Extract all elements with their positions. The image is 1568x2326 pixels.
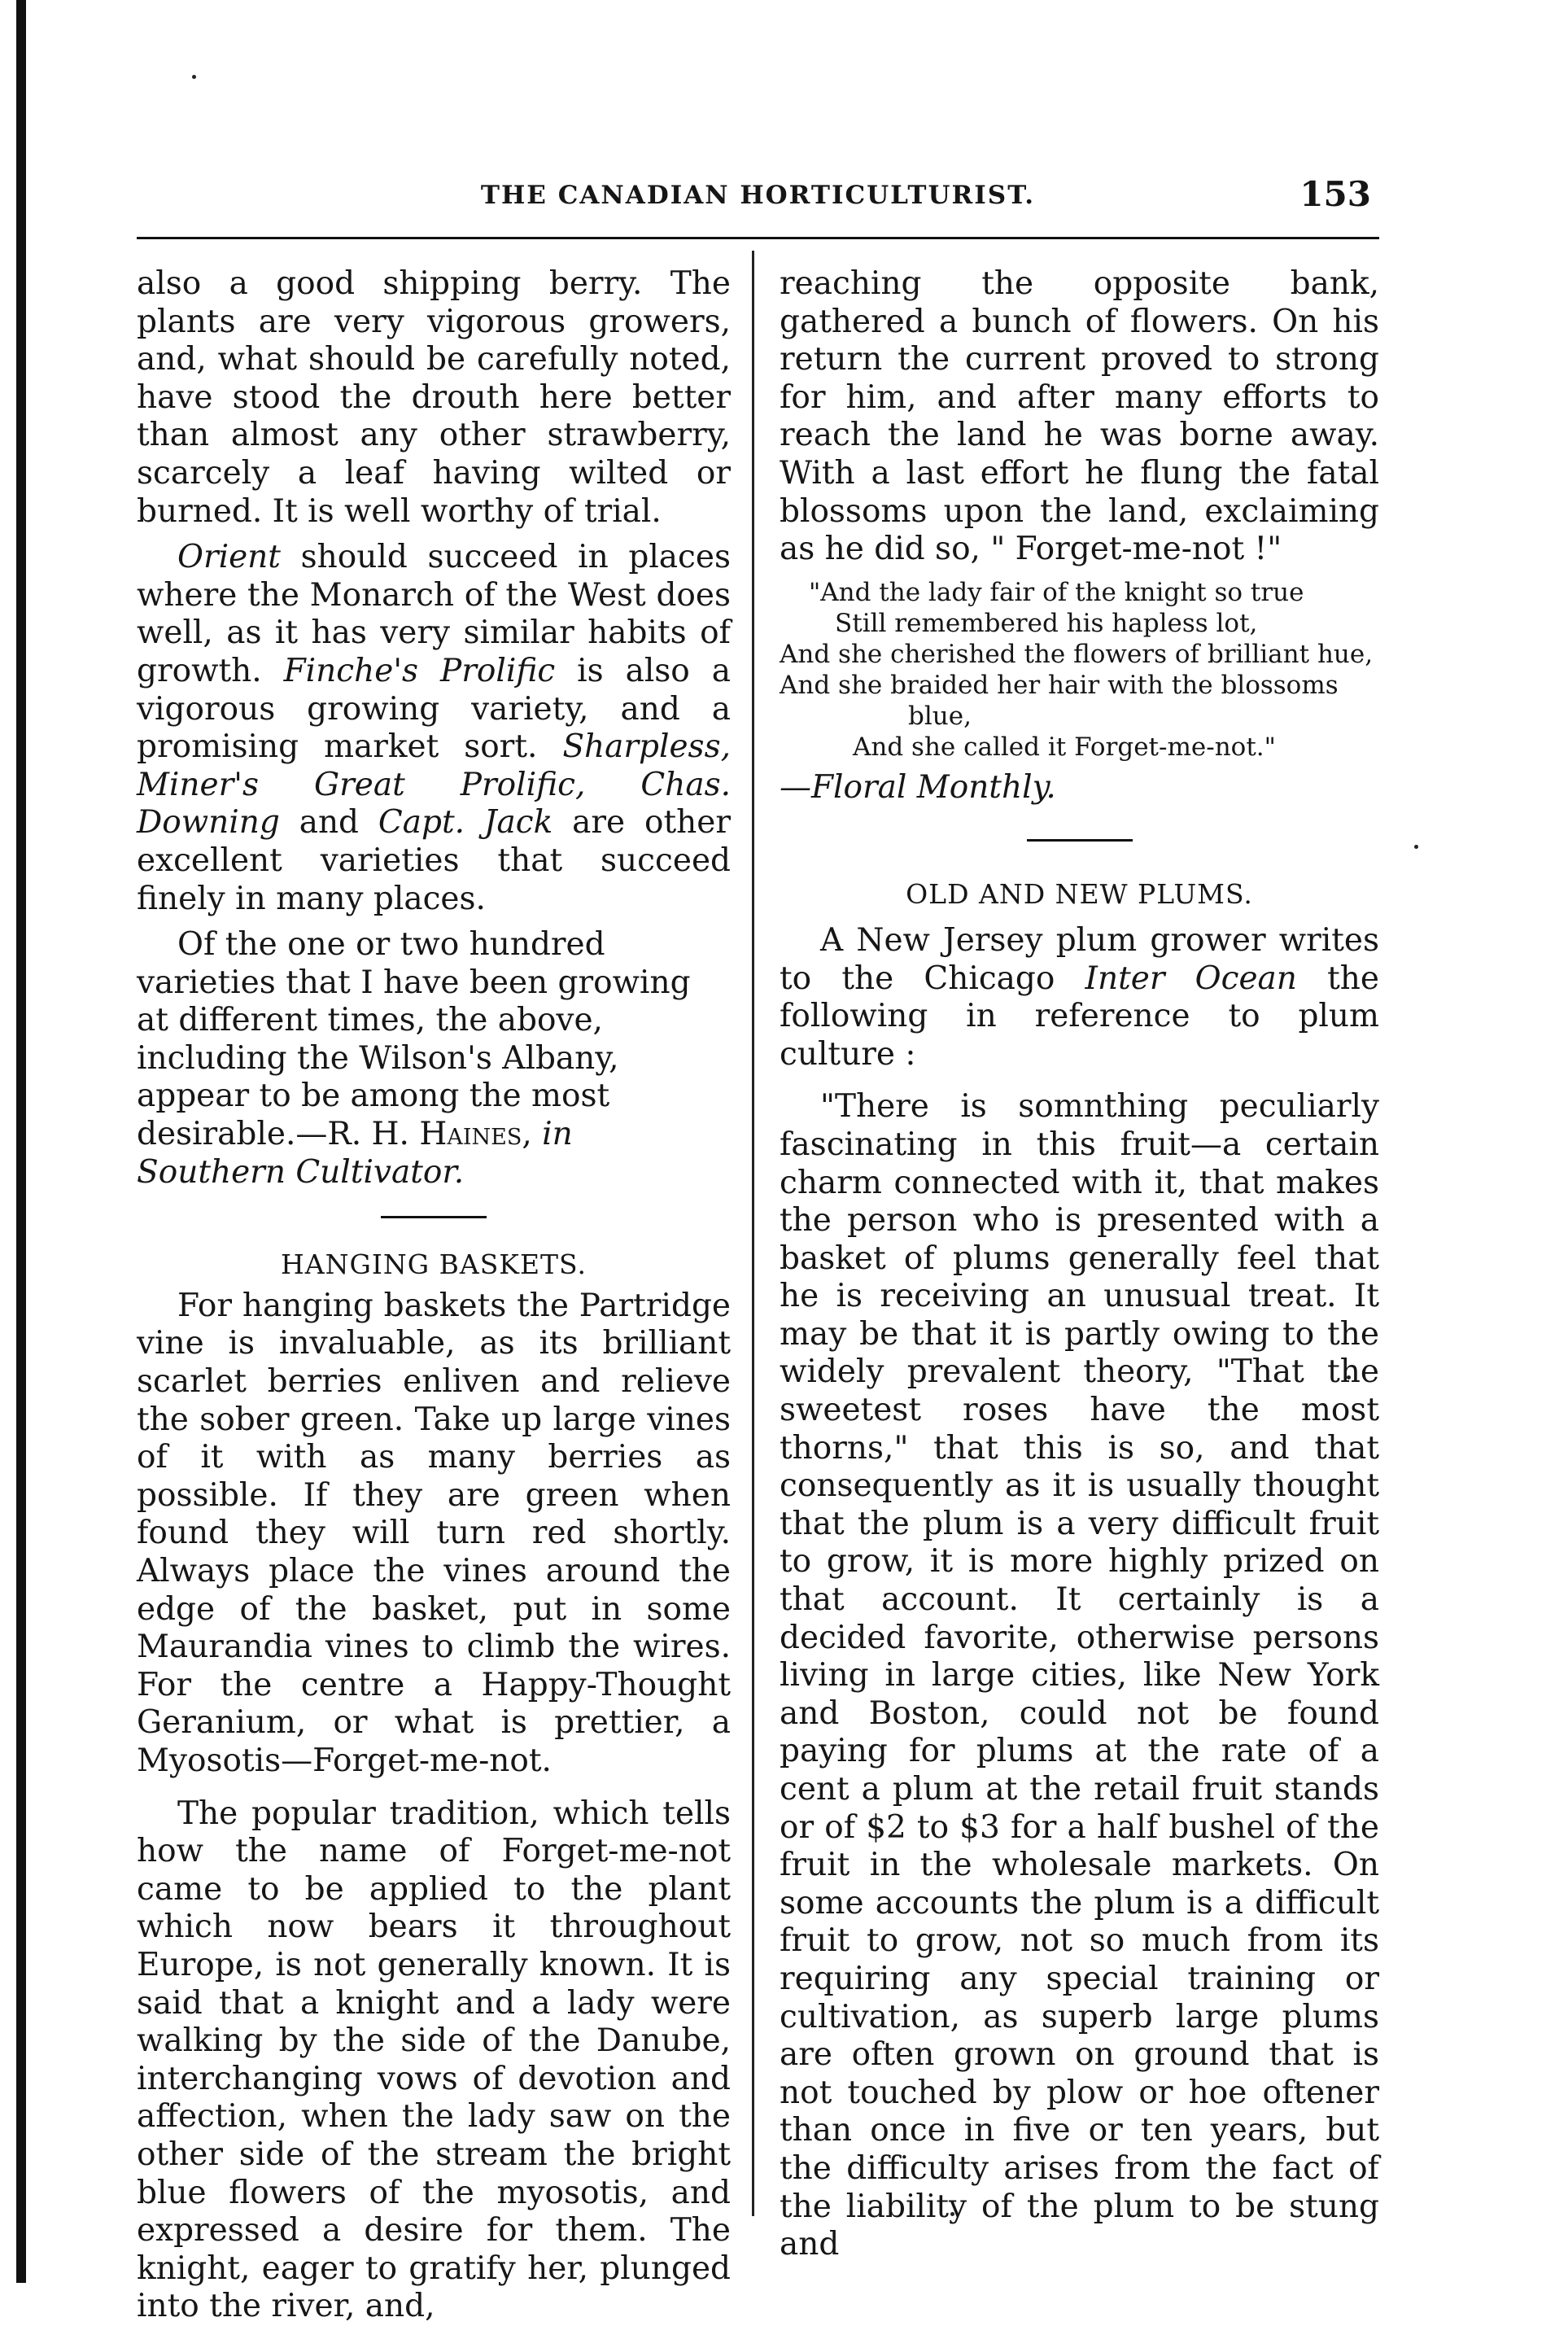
poem-line: Still remembered his hapless lot,	[835, 608, 1258, 638]
poem-line: And she braided her hair with the blossoms	[780, 670, 1339, 700]
source-credit: —Floral Monthly.	[780, 768, 1056, 806]
section-heading: HANGING BASKETS.	[281, 1248, 587, 1281]
header-rule	[137, 237, 1379, 239]
author-name: Haines	[419, 1116, 522, 1153]
ink-speck	[192, 75, 196, 79]
poem-line: And she cherished the flowers of brilliant hue,	[780, 639, 1374, 669]
variety-name: Sharpless, Miner's Great Prolific, Chas. Downing	[137, 728, 731, 842]
paragraph: Of the one or two hundred varieties that I have been growing at different times, the above, including the Wilson's Albany, appear to be among the most desirable.—R. H. Haines, in Southern Cultivator.	[137, 926, 691, 1191]
poem-line: blue,	[908, 701, 972, 731]
variety-name: Orient	[177, 539, 281, 576]
page-binding-edge	[16, 0, 26, 2283]
paragraph: A New Jersey plum grower writes to the Chicago Inter Ocean the following in reference to plum culture :	[780, 921, 1379, 1073]
left-column	[137, 265, 731, 2326]
paragraph: reaching the opposite bank, gathered a bunch of flowers. On his return the current proved to strong for him, and after many efforts to reach the land he was borne away. With a last effort he flung the fatal blossoms upon the land, exclaiming as he did so, " Forget-me-not !"	[780, 265, 1379, 568]
page-header	[137, 174, 1379, 230]
right-column	[780, 265, 1379, 2264]
paragraph: Orient should succeed in places where the Monarch of the West does well, as it has very similar habits of growth. Finche's Prolific is also a vigorous growing variety, and a promising market sort. Sharpless, Miner's Great Prolific, Chas. Downing and Capt. Jack are other excellent varieties that succeed finely in many places.	[137, 539, 731, 917]
column-divider	[752, 251, 754, 2216]
section-rule	[381, 1216, 487, 1218]
variety-name: Capt. Jack	[378, 804, 553, 842]
newspaper-name: Inter Ocean	[1085, 960, 1297, 997]
page-number: 153	[1299, 174, 1371, 214]
source-credit: in Southern Cultivator.	[137, 1116, 573, 1191]
poem-line: "And the lady fair of the knight so true	[809, 577, 1304, 607]
paragraph: For hanging baskets the Partridge vine is invaluable, as its brilliant scarlet berries enliven and relieve the sober green. Take up large vines of it with as many berries as possible. If they are green when found they will turn red shortly. Always place the vines around the edge of the basket, put in some Maurandia vines to climb the wires. For the centre a Happy-Thought Geranium, or what is prettier, a Myosotis—Forget-me-not.	[137, 1287, 731, 1779]
poem-line: And she called it Forget-me-not."	[853, 732, 1276, 762]
running-title: THE CANADIAN HORTICULTURIST.	[480, 181, 1036, 210]
ink-speck	[1414, 845, 1418, 849]
paragraph: also a good shipping berry. The plants are very vigorous growers, and, what should be carefully noted, have stood the drouth here better than almost any other strawberry, scarcely a leaf having wilted or burned. It is well worthy of trial.	[137, 265, 731, 530]
paragraph: The popular tradition, which tells how the name of Forget-me-not came to be applied to the plant which now bears it throughout Europe, is not generally known. It is said that a knight and a lady were walking by the side of the Danube, interchanging vows of devotion and affection, when the lady saw on the other side of the stream the bright blue flowers of the myosotis, and expressed a desire for them. The knight, eager to gratify her, plunged into the river, and,	[137, 1795, 731, 2325]
poem	[780, 577, 1379, 763]
paragraph: "There is somnthing peculiarly fascinating in this fruit—a certain charm connected with it, that makes the person who is presented with a basket of plums generally feel that he is receiving an unusual treat. It may be that it is partly owing to the widely prevalent theory, "That the sweetest roses have the most thorns," that this is so, and that consequently as it is usually thought that the plum is a very difficult fruit to grow, it is more highly prized on that account. It certainly is a decided favorite, otherwise persons living in large cities, like New York and Boston, could not be found paying for plums at the rate of a cent a plum at the retail fruit stands or of $2 to $3 for a half bushel of the fruit in the wholesale markets. On some accounts the plum is a difficult fruit to grow, not so much from its requiring any special training or cultivation, as superb large plums are often grown on ground that is not touched by plow or hoe oftener than once in five or ten years, but the difficulty arises from the fact of the liability of the plum to be stung and	[780, 1088, 1379, 2263]
variety-name: Finche's Prolific	[283, 652, 556, 689]
section-heading: OLD AND NEW PLUMS.	[906, 878, 1253, 911]
section-rule	[1027, 839, 1133, 842]
